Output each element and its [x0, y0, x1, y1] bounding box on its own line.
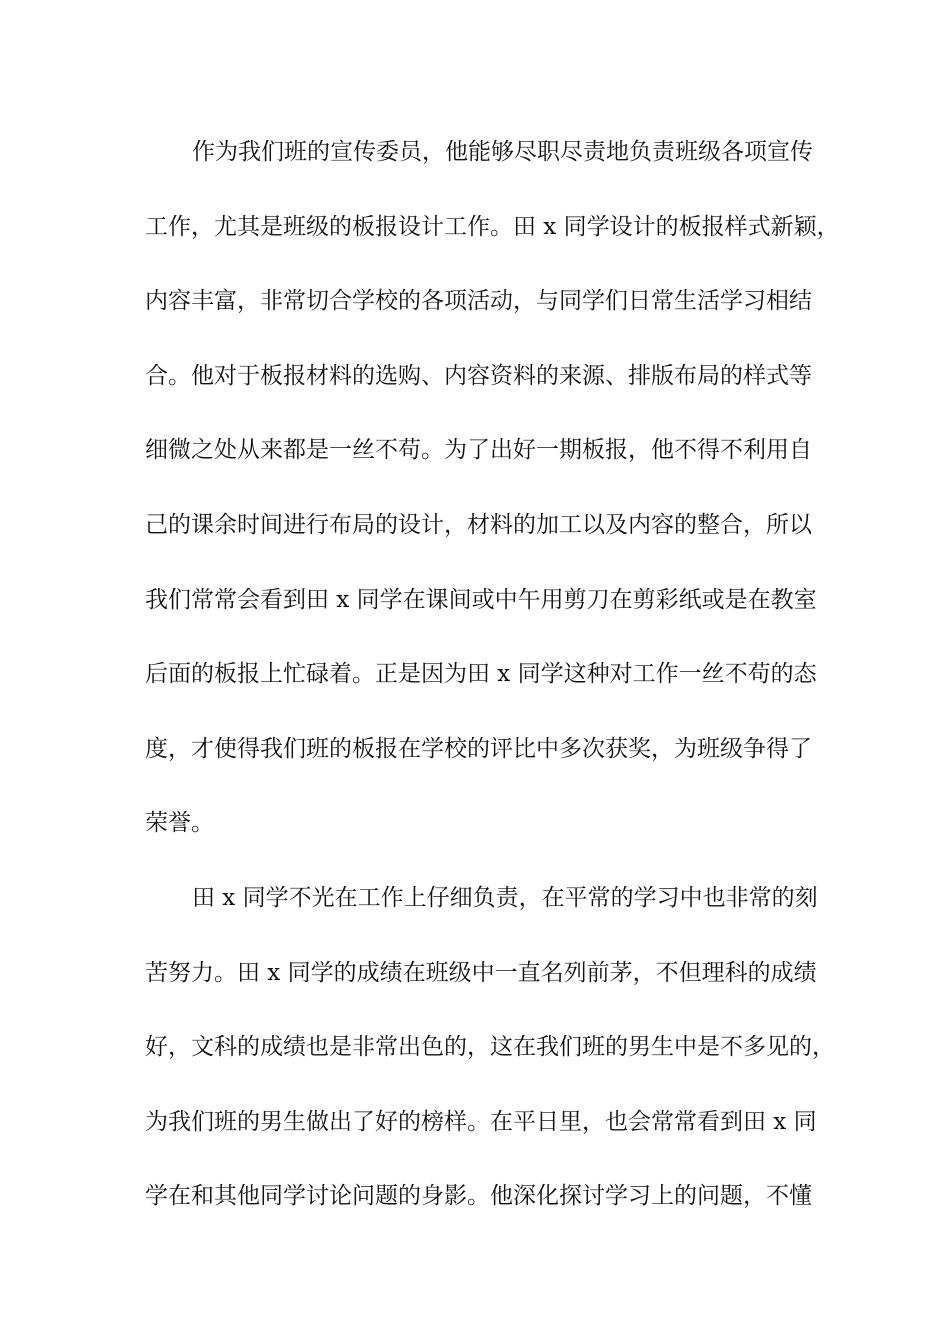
text-line: 作为我们班的宣传委员，他能够尽职尽责地负责班级各项宣传 [192, 139, 813, 165]
text-line: 好，文科的成绩也是非常出色的，这在我们班的男生中是不多见的， [145, 1034, 835, 1060]
text-line: 苦努力。田 x 同学的成绩在班级中一直名列前茅，不但理科的成绩 [145, 960, 817, 986]
text-line: 细微之处从来都是一丝不苟。为了出好一期板报，他不得不利用自 [145, 437, 812, 463]
text-line: 内容丰富，非常切合学校的各项活动，与同学们日常生活学习相结 [145, 288, 812, 314]
text-line: 合。他对于板报材料的选购、内容资料的来源、排版布局的样式等 [145, 363, 812, 389]
text-line: 后面的板报上忙碌着。正是因为田 x 同学这种对工作一丝不苟的态 [145, 661, 817, 687]
text-line: 学在和其他同学讨论问题的身影。他深化探讨学习上的问题，不懂 [145, 1183, 812, 1209]
text-line: 田 x 同学不光在工作上仔细负责，在平常的学习中也非常的刻 [192, 885, 818, 911]
text-line: 为我们班的男生做出了好的榜样。在平日里，也会常常看到田 x 同 [145, 1109, 817, 1135]
text-line: 我们常常会看到田 x 同学在课间或中午用剪刀在剪彩纸或是在教室 [145, 587, 817, 613]
text-line: 度，才使得我们班的板报在学校的评比中多次获奖，为班级争得了 [145, 736, 812, 762]
text-line: 工作，尤其是班级的板报设计工作。田 x 同学设计的板报样式新颖， [145, 214, 840, 240]
text-line: 己的课余时间进行布局的设计，材料的加工以及内容的整合，所以 [145, 512, 812, 538]
text-line: 荣誉。 [145, 810, 214, 836]
